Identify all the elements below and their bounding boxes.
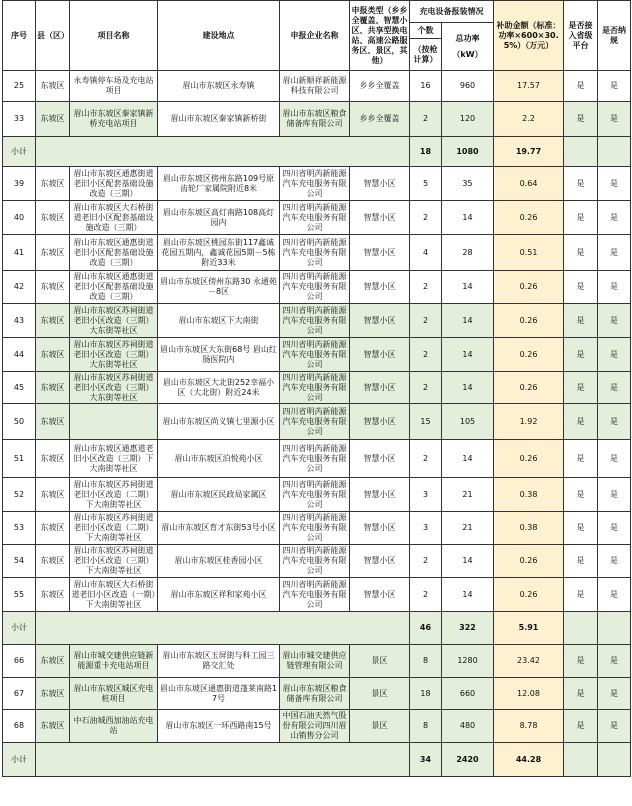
cell-company: 中国石油天然气股份有限公司四川眉山销售分公司 — [280, 710, 350, 743]
cell-company: 眉山市城交建供应链管理有限公司 — [280, 645, 350, 678]
cell-type: 智慧小区 — [350, 167, 410, 201]
subtotal-included — [598, 612, 631, 645]
cell-count: 2 — [410, 372, 442, 404]
cell-project: 永寿镇停车场及充电站项目 — [70, 71, 158, 102]
subtotal-filler — [36, 137, 410, 167]
cell-county: 东坡区 — [36, 478, 70, 512]
cell-included: 是 — [598, 71, 631, 102]
cell-project: 眉山市东坡区通惠街道老旧小区配套基础设施改造（三期） — [70, 167, 158, 201]
cell-seq: 55 — [3, 578, 36, 612]
header-power-label: 总功率 — [455, 33, 480, 43]
cell-platform: 是 — [564, 440, 598, 478]
cell-location: 眉山市东坡区桃园东街117鑫诚花园五期内，鑫诚花园5期－5栋附近33米 — [158, 235, 280, 271]
cell-type: 智慧小区 — [350, 578, 410, 612]
subtotal-count: 18 — [410, 137, 442, 167]
cell-company: 四川省明芮新能源汽车充电服务有限公司 — [280, 201, 350, 235]
cell-power: 960 — [442, 71, 494, 102]
cell-location: 眉山市东坡区傍州东路30 永通苑－8区 — [158, 271, 280, 304]
cell-location: 眉山市东坡区大北街252幸福小区（大北街）附近24米 — [158, 372, 280, 404]
cell-platform: 是 — [564, 512, 598, 545]
cell-included: 是 — [598, 372, 631, 404]
cell-included: 是 — [598, 578, 631, 612]
cell-company: 眉山市东坡区粮食储备库有限公司 — [280, 102, 350, 137]
cell-project: 中石油城西加油站充电站 — [70, 710, 158, 743]
cell-subsidy: 0.26 — [494, 545, 564, 578]
cell-subsidy: 0.26 — [494, 304, 564, 338]
cell-county: 东坡区 — [36, 201, 70, 235]
header-equipment: 充电设备报装情况 — [410, 1, 494, 23]
cell-power: 14 — [442, 338, 494, 372]
table-row — [3, 512, 631, 545]
cell-type: 景区 — [350, 645, 410, 678]
cell-seq: 39 — [3, 167, 36, 201]
cell-subsidy: 2.2 — [494, 102, 564, 137]
subtotal-subsidy: 19.77 — [494, 137, 564, 167]
cell-seq: 66 — [3, 645, 36, 678]
subtotal-platform — [564, 137, 598, 167]
cell-included: 是 — [598, 404, 631, 440]
cell-project: 眉山市东坡区苏祠街道老旧小区改造（三期）下大南街等社区 — [70, 545, 158, 578]
cell-power: 480 — [442, 710, 494, 743]
subtotal-filler — [36, 612, 410, 645]
header-company: 申报企业名称 — [280, 1, 350, 71]
cell-location: 眉山市东坡区大东街68号 眉山红肠医院内 — [158, 338, 280, 372]
cell-seq: 43 — [3, 304, 36, 338]
cell-type: 智慧小区 — [350, 478, 410, 512]
cell-project: 眉山市东坡区通惠街道老旧小区配套基础设施改造（三期） — [70, 271, 158, 304]
cell-power: 14 — [442, 304, 494, 338]
table-row — [3, 478, 631, 512]
cell-county: 东坡区 — [36, 372, 70, 404]
table-row — [3, 235, 631, 271]
header-count-unit: （按枪计算） — [410, 39, 442, 71]
cell-power: 14 — [442, 372, 494, 404]
cell-seq: 68 — [3, 710, 36, 743]
subtotal-power: 322 — [442, 612, 494, 645]
table-row — [3, 102, 631, 137]
cell-count: 3 — [410, 478, 442, 512]
cell-included: 是 — [598, 201, 631, 235]
cell-county: 东坡区 — [36, 678, 70, 710]
subtotal-label: 小计 — [3, 137, 36, 167]
header-county: 县（区） — [36, 1, 70, 71]
cell-type: 景区 — [350, 678, 410, 710]
cell-county: 东坡区 — [36, 338, 70, 372]
cell-subsidy: 8.78 — [494, 710, 564, 743]
cell-project: 眉山市东坡区大石桥街道老旧小区改造（一期）下大南街等社区 — [70, 578, 158, 612]
cell-included: 是 — [598, 678, 631, 710]
cell-platform: 是 — [564, 201, 598, 235]
cell-type: 智慧小区 — [350, 372, 410, 404]
cell-count: 2 — [410, 201, 442, 235]
cell-project: 眉山市东坡区苏祠街道老旧小区改造（三期）大东街等社区 — [70, 338, 158, 372]
cell-subsidy: 0.51 — [494, 235, 564, 271]
cell-count: 4 — [410, 235, 442, 271]
cell-project: 眉山市东坡区通惠街道老旧小区配套基础设施改造（三期） — [70, 235, 158, 271]
cell-type: 智慧小区 — [350, 512, 410, 545]
cell-county: 东坡区 — [36, 404, 70, 440]
cell-project: 眉山市东坡区秦家镇新桥充电站项目 — [70, 102, 158, 137]
table-row — [3, 440, 631, 478]
cell-seq: 45 — [3, 372, 36, 404]
cell-platform: 是 — [564, 167, 598, 201]
cell-subsidy: 0.26 — [494, 201, 564, 235]
cell-power: 660 — [442, 678, 494, 710]
cell-subsidy: 23.42 — [494, 645, 564, 678]
cell-seq: 33 — [3, 102, 36, 137]
subtotal-subsidy: 44.28 — [494, 743, 564, 777]
cell-platform: 是 — [564, 478, 598, 512]
cell-platform: 是 — [564, 338, 598, 372]
subtotal-platform — [564, 612, 598, 645]
cell-seq: 41 — [3, 235, 36, 271]
cell-included: 是 — [598, 645, 631, 678]
cell-company: 四川省明芮新能源汽车充电服务有限公司 — [280, 338, 350, 372]
cell-power: 14 — [442, 545, 494, 578]
table-row — [3, 71, 631, 102]
cell-project: 眉山市东坡区大石桥街道老旧小区配套基础设施改造（三期） — [70, 201, 158, 235]
table-row — [3, 167, 631, 201]
table-row — [3, 372, 631, 404]
cell-power: 35 — [442, 167, 494, 201]
cell-project: 眉山市城交建供应链新能源重卡充电站项目 — [70, 645, 158, 678]
cell-type: 智慧小区 — [350, 338, 410, 372]
cell-county: 东坡区 — [36, 710, 70, 743]
cell-type: 智慧小区 — [350, 404, 410, 440]
cell-power: 14 — [442, 271, 494, 304]
header-power — [442, 23, 494, 71]
cell-county: 东坡区 — [36, 271, 70, 304]
subtotal-power: 1080 — [442, 137, 494, 167]
cell-project: 眉山市东坡区苏祠街道老旧小区改造（三期）大东街等社区 — [70, 304, 158, 338]
cell-company: 四川省明芮新能源汽车充电服务有限公司 — [280, 512, 350, 545]
cell-subsidy: 0.38 — [494, 512, 564, 545]
cell-platform: 是 — [564, 102, 598, 137]
cell-seq: 53 — [3, 512, 36, 545]
cell-included: 是 — [598, 102, 631, 137]
subtotal-platform — [564, 743, 598, 777]
cell-location: 眉山市东坡区一环西路南15号 — [158, 710, 280, 743]
cell-seq: 54 — [3, 545, 36, 578]
header-included: 是否纳规 — [598, 1, 631, 71]
cell-power: 21 — [442, 512, 494, 545]
cell-county: 东坡区 — [36, 102, 70, 137]
cell-seq: 52 — [3, 478, 36, 512]
cell-county: 东坡区 — [36, 578, 70, 612]
cell-location: 眉山市东坡区傍州东路109号原齿轮厂家属院附近8米 — [158, 167, 280, 201]
subtotal-included — [598, 743, 631, 777]
table-row — [3, 304, 631, 338]
table-row — [3, 578, 631, 612]
cell-platform: 是 — [564, 404, 598, 440]
subsidy-table — [2, 0, 631, 777]
table-row — [3, 645, 631, 678]
cell-company: 四川省明芮新能源汽车充电服务有限公司 — [280, 545, 350, 578]
cell-location: 眉山市东坡区秦家镇新桥街 — [158, 102, 280, 137]
cell-platform: 是 — [564, 304, 598, 338]
table-row — [3, 678, 631, 710]
cell-seq: 50 — [3, 404, 36, 440]
cell-subsidy: 12.08 — [494, 678, 564, 710]
cell-power: 28 — [442, 235, 494, 271]
cell-count: 2 — [410, 545, 442, 578]
header-seq: 序号 — [3, 1, 36, 71]
cell-location: 眉山市东坡区高灯南路108高灯园内 — [158, 201, 280, 235]
cell-subsidy: 17.57 — [494, 71, 564, 102]
cell-location: 眉山市东坡区育才东街53号小区 — [158, 512, 280, 545]
cell-included: 是 — [598, 710, 631, 743]
table-row — [3, 271, 631, 304]
cell-project — [70, 404, 158, 440]
subtotal-count: 46 — [410, 612, 442, 645]
cell-platform: 是 — [564, 678, 598, 710]
subtotal-label: 小计 — [3, 612, 36, 645]
cell-subsidy: 0.26 — [494, 440, 564, 478]
cell-location: 眉山市东坡区尚义镇七里源小区 — [158, 404, 280, 440]
cell-count: 15 — [410, 404, 442, 440]
cell-county: 东坡区 — [36, 440, 70, 478]
cell-platform: 是 — [564, 71, 598, 102]
cell-subsidy: 0.26 — [494, 372, 564, 404]
cell-seq: 40 — [3, 201, 36, 235]
subtotal-subsidy: 5.91 — [494, 612, 564, 645]
cell-power: 105 — [442, 404, 494, 440]
cell-included: 是 — [598, 440, 631, 478]
cell-company: 四川省明芮新能源汽车充电服务有限公司 — [280, 271, 350, 304]
cell-seq: 51 — [3, 440, 36, 478]
subtotal-row — [3, 137, 631, 167]
cell-platform: 是 — [564, 372, 598, 404]
cell-included: 是 — [598, 512, 631, 545]
cell-county: 东坡区 — [36, 167, 70, 201]
subtotal-label: 小计 — [3, 743, 36, 777]
cell-location: 眉山市东坡区桂香园小区 — [158, 545, 280, 578]
cell-included: 是 — [598, 478, 631, 512]
cell-seq: 67 — [3, 678, 36, 710]
subtotal-power: 2420 — [442, 743, 494, 777]
cell-platform: 是 — [564, 545, 598, 578]
cell-power: 14 — [442, 201, 494, 235]
cell-type: 智慧小区 — [350, 235, 410, 271]
cell-location: 眉山市东坡区祥和家苑小区 — [158, 578, 280, 612]
cell-type: 景区 — [350, 710, 410, 743]
cell-subsidy: 1.92 — [494, 404, 564, 440]
table-body — [3, 71, 631, 777]
cell-seq: 42 — [3, 271, 36, 304]
cell-type: 智慧小区 — [350, 545, 410, 578]
cell-type: 智慧小区 — [350, 271, 410, 304]
header-power-unit: （kW） — [452, 49, 483, 59]
cell-count: 2 — [410, 338, 442, 372]
cell-platform: 是 — [564, 271, 598, 304]
cell-included: 是 — [598, 304, 631, 338]
table-row — [3, 404, 631, 440]
cell-location: 眉山市东坡区下大南街 — [158, 304, 280, 338]
cell-company: 四川省明芮新能源汽车充电服务有限公司 — [280, 478, 350, 512]
cell-company: 眉山新顺祥新能源科技有限公司 — [280, 71, 350, 102]
subtotal-count: 34 — [410, 743, 442, 777]
header-location: 建设地点 — [158, 1, 280, 71]
cell-seq: 25 — [3, 71, 36, 102]
cell-county: 东坡区 — [36, 235, 70, 271]
cell-count: 2 — [410, 271, 442, 304]
cell-county: 东坡区 — [36, 304, 70, 338]
header-subsidy: 补助金额（标准：功率×600×30.5%）（万元） — [494, 1, 564, 71]
cell-subsidy: 0.26 — [494, 578, 564, 612]
cell-included: 是 — [598, 167, 631, 201]
header-platform: 是否接入省级平台 — [564, 1, 598, 71]
cell-count: 2 — [410, 304, 442, 338]
cell-count: 2 — [410, 102, 442, 137]
cell-count: 8 — [410, 645, 442, 678]
cell-type: 智慧小区 — [350, 440, 410, 478]
cell-platform: 是 — [564, 710, 598, 743]
cell-county: 东坡区 — [36, 71, 70, 102]
header-type: 申报类型（乡乡全覆盖、智慧小区、共享型换电站、高速公路服务区、景区，其他） — [350, 1, 410, 71]
header-count: 个数 — [410, 23, 442, 39]
cell-project: 眉山市东坡区苏祠街道老旧小区改造（三期）大东街等社区 — [70, 372, 158, 404]
cell-location: 眉山市东坡区泊悦苑小区 — [158, 440, 280, 478]
cell-count: 18 — [410, 678, 442, 710]
table-row — [3, 338, 631, 372]
cell-type: 智慧小区 — [350, 304, 410, 338]
cell-power: 21 — [442, 478, 494, 512]
cell-power: 14 — [442, 440, 494, 478]
table-row — [3, 710, 631, 743]
cell-count: 2 — [410, 578, 442, 612]
cell-company: 四川省明芮新能源汽车充电服务有限公司 — [280, 304, 350, 338]
cell-type: 乡乡全覆盖 — [350, 71, 410, 102]
table-row — [3, 201, 631, 235]
cell-location: 眉山市东坡区民政局家属区 — [158, 478, 280, 512]
cell-included: 是 — [598, 338, 631, 372]
cell-subsidy: 0.26 — [494, 271, 564, 304]
subtotal-included — [598, 137, 631, 167]
cell-project: 眉山市东坡区城区充电桩项目 — [70, 678, 158, 710]
cell-location: 眉山市东坡区通惠街道蓬莱南路17号 — [158, 678, 280, 710]
cell-project: 眉山市东坡区苏祠街道老旧小区改造（二期）下大南街等社区 — [70, 512, 158, 545]
cell-county: 东坡区 — [36, 545, 70, 578]
cell-location: 眉山市东坡区玉屏街与科工园三路交汇处 — [158, 645, 280, 678]
cell-type: 乡乡全覆盖 — [350, 102, 410, 137]
cell-platform: 是 — [564, 645, 598, 678]
subtotal-row — [3, 612, 631, 645]
cell-count: 8 — [410, 710, 442, 743]
cell-included: 是 — [598, 271, 631, 304]
cell-company: 眉山市东坡区粮食储备库有限公司 — [280, 678, 350, 710]
cell-seq: 44 — [3, 338, 36, 372]
cell-subsidy: 0.38 — [494, 478, 564, 512]
cell-included: 是 — [598, 545, 631, 578]
subtotal-filler — [36, 743, 410, 777]
cell-platform: 是 — [564, 578, 598, 612]
cell-platform: 是 — [564, 235, 598, 271]
cell-company: 四川省明芮新能源汽车充电服务有限公司 — [280, 235, 350, 271]
cell-count: 5 — [410, 167, 442, 201]
cell-power: 120 — [442, 102, 494, 137]
cell-subsidy: 0.26 — [494, 338, 564, 372]
cell-count: 3 — [410, 512, 442, 545]
cell-project: 眉山市东坡区苏祠街道老旧小区改造（二期）下大南街等社区 — [70, 478, 158, 512]
cell-type: 智慧小区 — [350, 201, 410, 235]
cell-subsidy: 0.64 — [494, 167, 564, 201]
cell-location: 眉山市东坡区永寿镇 — [158, 71, 280, 102]
cell-company: 四川省明芮新能源汽车充电服务有限公司 — [280, 167, 350, 201]
cell-power: 14 — [442, 578, 494, 612]
cell-included: 是 — [598, 235, 631, 271]
cell-count: 2 — [410, 440, 442, 478]
subtotal-row — [3, 743, 631, 777]
cell-county: 东坡区 — [36, 512, 70, 545]
header-project: 项目名称 — [70, 1, 158, 71]
cell-county: 东坡区 — [36, 645, 70, 678]
cell-project: 眉山市东坡区通惠道老旧小区改造（三期）下大南街等社区 — [70, 440, 158, 478]
cell-count: 16 — [410, 71, 442, 102]
cell-company: 四川省明芮新能源汽车充电服务有限公司 — [280, 578, 350, 612]
cell-company: 四川省明芮新能源汽车充电服务有限公司 — [280, 440, 350, 478]
cell-power: 1280 — [442, 645, 494, 678]
table-row — [3, 545, 631, 578]
cell-company: 四川省明芮新能源汽车充电服务有限公司 — [280, 372, 350, 404]
cell-company: 四川省明芮新能源汽车充电服务有限公司 — [280, 404, 350, 440]
